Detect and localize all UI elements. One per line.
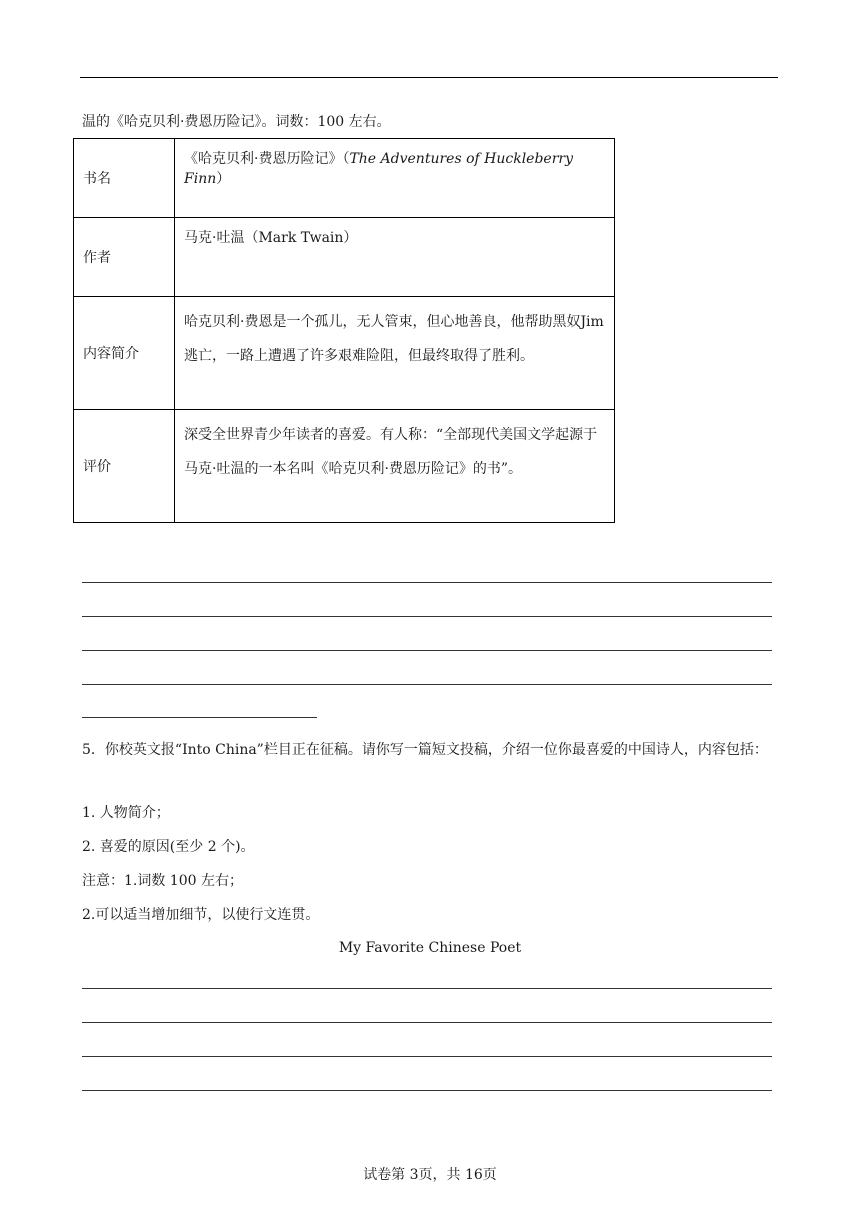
answer-line[interactable] <box>82 1022 772 1023</box>
header-rule <box>80 77 778 78</box>
answer-line[interactable] <box>82 616 772 617</box>
essay-title: My Favorite Chinese Poet <box>338 940 522 956</box>
note-2: 2.可以适当增加细节，以使行文连贯。 <box>82 907 320 923</box>
answer-line-short[interactable] <box>82 717 317 718</box>
table-row <box>74 139 615 218</box>
table-row <box>74 218 615 297</box>
table-row <box>74 297 615 410</box>
question-5-prompt: 5．你校英文报“Into China”栏目正在征稿。请你写一篇短文投稿，介绍一位你最喜爱的中国诗人，内容包括： <box>82 742 768 758</box>
answer-line[interactable] <box>82 1056 772 1057</box>
title-end: ） <box>216 171 231 187</box>
title-cn: 《哈克贝利·费恩历险记》（ <box>184 151 350 167</box>
row-key-title: 书名 <box>74 139 175 218</box>
answer-line[interactable] <box>82 582 772 583</box>
answer-line[interactable] <box>82 684 772 685</box>
page-footer: 试卷第 3页，共 16页 <box>363 1167 497 1183</box>
row-value-review: 深受全世界青少年读者的喜爱。有人称：“全部现代美国文学起源于马克·吐温的一本名叫《哈克贝利·费恩历险记》的书”。 <box>175 410 615 523</box>
row-value-title <box>175 139 615 218</box>
answer-line[interactable] <box>82 988 772 989</box>
title-en: The Adventures of Huckleberry Finn <box>184 151 573 187</box>
row-key-author: 作者 <box>74 218 175 297</box>
intro-text: 温的《哈克贝利·费恩历险记》。词数：100 左右。 <box>82 114 391 130</box>
answer-line[interactable] <box>82 650 772 651</box>
requirement-1: 1. 人物简介； <box>82 805 170 821</box>
row-value-summary: 哈克贝利·费恩是一个孤儿，无人管束，但心地善良，他帮助黑奴Jim 逃亡，一路上遭遇了许多艰难险阻，但最终取得了胜利。 <box>175 297 615 410</box>
requirement-2: 2. 喜爱的原因(至少 2 个)。 <box>82 839 255 855</box>
row-key-summary: 内容简介 <box>74 297 175 410</box>
note-1: 注意：1.词数 100 左右； <box>82 873 243 889</box>
book-info-table <box>73 138 615 523</box>
answer-line[interactable] <box>82 1090 772 1091</box>
table-row <box>74 410 615 523</box>
row-value-author: 马克·吐温（Mark Twain） <box>175 218 615 297</box>
row-key-review: 评价 <box>74 410 175 523</box>
